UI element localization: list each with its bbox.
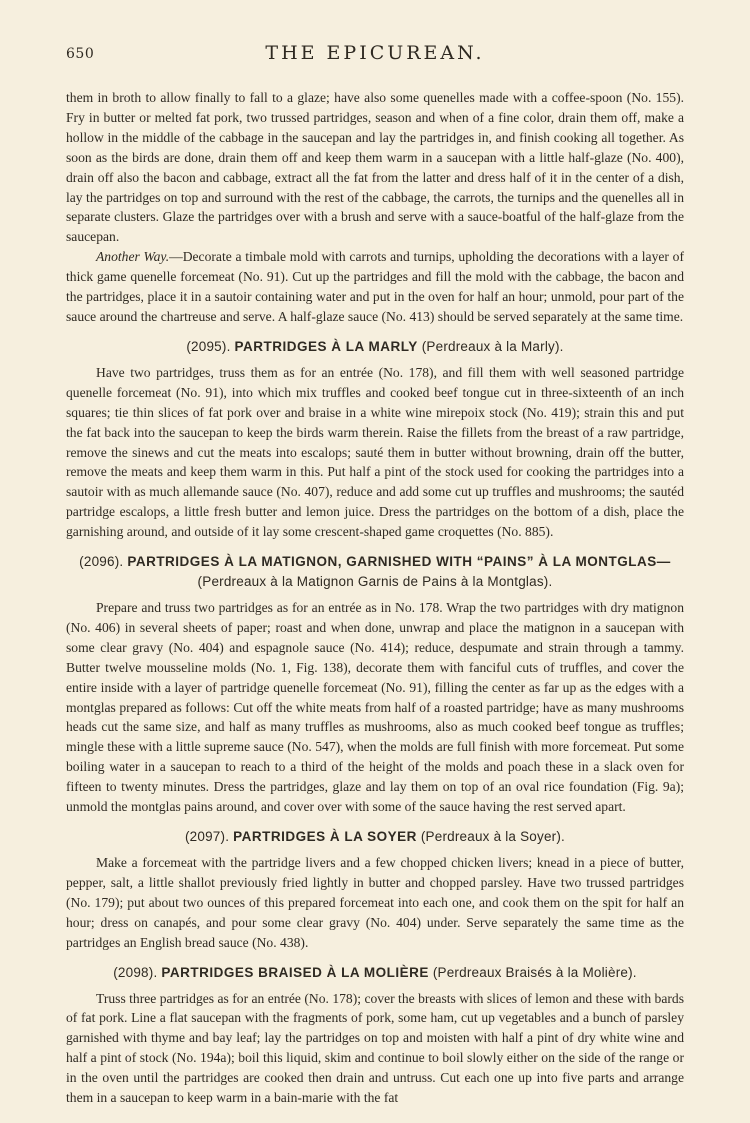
recipe-heading-2095 [66,337,684,357]
another-way-paragraph [66,247,684,327]
running-header [66,40,684,70]
recipe-heading-2098 [66,963,684,983]
recipe-title: PARTRIDGES À LA MATIGNON, GARNISHED WITH “PAINS” À LA MONTGLAS— [127,554,671,570]
recipe-text-2098: Truss three partridges as for an entrée (No. 178); cover the breasts with slices of lemon and these with bards of fat pork. Line a flat saucepan with the fragments of pork, some ham, cut up vegetables and a bunch of parsley garnished with thyme and bay leaf; lay the partridges on top and moisten with half a pint of dry white wine and half a pint of stock (No. 194a); boil this liquid, skim and continue to boil slowly either on the side of the range or in the oven until the partridges are cooked then drain and untruss. Cut each one up into five parts and arrange them in a saucepan to keep warm in a bain-marie with the fat [66,990,684,1106]
recipe-french-title: (Perdreaux à la Marly). [421,338,564,354]
recipe-heading-2096 [66,552,684,592]
recipe-title: PARTRIDGES BRAISED À LA MOLIÈRE [161,964,429,980]
recipe-text-2095: Have two partridges, truss them as for an entrée (No. 178), and fill them with well seasoned partridge quenelle forcemeat (No. 91), into which mix truffles and cooked beef tongue cut in three-sixteenth of an inch squares; tie thin slices of fat pork over and braise in a white wine mirepoix stock (No. 419); strain this and put the fat back into the saucepan to keep the birds warm therein. Raise the fillets from the breast of a raw partridge, remove the sinews and cut the meats into escalops; sauté them in butter without browning, drain off the butter, remove the meats and keep them warm in this. Put half a pint of the stock used for cooking the partridges into a sautoir with as much allemande sauce (No. 407), reduce and add some cut up truffles and mushrooms; the sautéd partridge escalops, a little fresh butter and lemon juice. Dress the partridges on the bottom of a dish, place the garnishing around, and outside of it lay some crescent-shaped game croquettes (No. 885). [66,364,684,540]
recipe-title: PARTRIDGES À LA SOYER [233,829,417,844]
recipe-number: (2095). [186,338,231,354]
another-way-text: —Decorate a timbale mold with carrots and turnips, upholding the decorations with a layer of thick game quenelle forcemeat (No. 91). Cut up the partridges and fill the mold with the cabbage, the bacon and the partridges, place it in a sautoir containing water and put in the oven for half an hour; unmold, pour part of the sauce around the chartreuse and serve. A half-glaze sauce (No. 413) should be served separately at the same time. [66,249,685,324]
recipe-heading-2097 [66,827,684,847]
recipe-french-subtitle: (Perdreaux à la Matignon Garnis de Pains à la Montglas). [197,574,553,590]
recipe-text-2097: Make a forcemeat with the partridge livers and a few chopped chicken livers; knead in a piece of butter, pepper, salt, a little shallot previously fried lightly in butter and chopped parsley. Have two trussed partridges (No. 179); put about two ounces of this prepared forcemeat into each one, and cook them on the spit for half an hour; dress on canapés, and pour some clear gravy (No. 404) under. Serve separately the same time as the partridges an English bread sauce (No. 438). [66,855,684,950]
another-way-label: Another Way. [96,249,170,265]
recipe-title: PARTRIDGES À LA MARLY [234,338,418,354]
recipe-number: (2096). [79,554,124,570]
continuation-paragraph: them in broth to allow finally to fall to a glaze; have also some quenelles made with a coffee-spoon (No. 155). Fry in butter or melted fat pork, two trussed partridges, season and when of a fine color, drain them off, make a hollow in the middle of the cabbage in the saucepan and lay the partridges in, and finish cooking all together. As soon as the birds are done, drain them off and keep them warm in a saucepan with a little half-glaze (No. 400), drain off also the bacon and cabbage, extract all the fat from the latter and dress half of it in the center of a dish, lay the partridges on top and surround with the rest of the cabbage, the carrots, the turnips and the quenelles all in separate clusters. Glaze the partridges over with a brush and serve with a sauce-boatful of the half-glaze from the saucepan. [66,90,684,245]
page-number: 650 [66,46,95,62]
page-body [66,88,684,1108]
running-title: THE EPICUREAN. [265,42,485,64]
recipe-number: (2098). [113,964,158,980]
recipe-french-title: (Perdreaux à la Soyer). [420,829,566,844]
recipe-text-2096: Prepare and truss two partridges as for an entrée as in No. 178. Wrap the two partridges with dry matignon (No. 406) in several sheets of paper; roast and when done, unwrap and place the matignon in a saucepan with some clear gravy (No. 404) and espagnole sauce (No. 414); reduce, despumate and strain through a tammy. Butter twelve mousseline molds (No. 1, Fig. 138), decorate them with fanciful cuts of truffles, and cover the entire inside with a layer of partridge quenelle forcemeat (No. 91), filling the center as far up as the edges with a montglas prepared as follows: Cut off the white meats from half of a roasted partridge; have as many mushrooms heads cut the same size, and half as many truffles as mushrooms, also as much cooked beef tongue as truffles; mingle these with a little supreme sauce (No. 547), when the molds are full finish with more forcemeat. Put some boiling water in a saucepan to reach to a third of the height of the molds and poach these in a slack oven for fifteen to twenty minutes. Dress the partridges, glaze and lay them on top of an oval rice foundation (Fig. 9a); unmold the montglas pains around, and cover over with some of the sauce having the rest served apart. [66,600,684,815]
recipe-french-title: (Perdreaux Braisés à la Molière). [432,964,637,980]
recipe-number: (2097). [184,829,230,844]
